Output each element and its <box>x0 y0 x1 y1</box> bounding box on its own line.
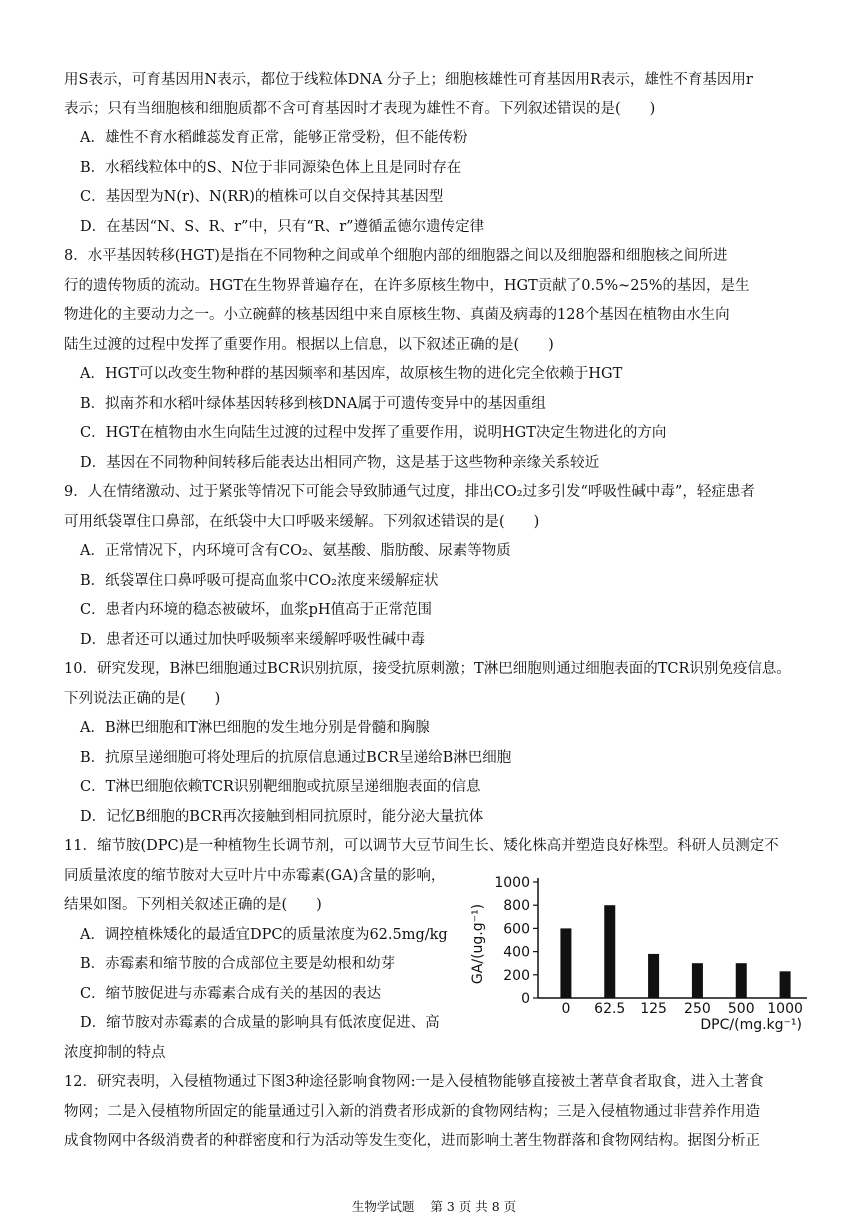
chart-x-tick-label: 250 <box>684 1001 711 1017</box>
q9-option-a: A．正常情况下，内环境可含有CO₂、氨基酸、脂肪酸、尿素等物质 <box>80 543 511 559</box>
chart-bar <box>736 963 747 998</box>
q11-stem-line: 结果如图。下列相关叙述正确的是( ) <box>64 897 322 913</box>
chart-y-tick-label: 600 <box>503 921 530 938</box>
q12-stem-line: 物网；二是入侵植物所固定的能量通过引入新的消费者形成新的食物网结构；三是入侵植物通过非营养作用造 <box>64 1104 760 1120</box>
q9-option-d: D．患者还可以通过加快呼吸频率来缓解呼吸性碱中毒 <box>80 632 426 648</box>
chart-y-axis-label: GA/(ug.g⁻¹) <box>470 903 486 985</box>
chart-y-tick-label: 0 <box>521 991 530 1007</box>
q10-option-b: B．抗原呈递细胞可将处理后的抗原信息通过BCR呈递给B淋巴细胞 <box>80 750 512 766</box>
q7-stem-line: 用S表示，可育基因用N表示，都位于线粒体DNA 分子上；细胞核雄性可育基因用R表示，雄性不育基因用r <box>64 72 753 88</box>
q11-option-a: A．调控植株矮化的最适宜DPC的质量浓度为62.5mg/kg <box>80 927 448 943</box>
chart-y-tick-label: 800 <box>503 898 530 915</box>
chart-bar <box>604 905 615 998</box>
q8-stem-line: 8．水平基因转移(HGT)是指在不同物种之间或单个细胞内部的细胞器之间以及细胞器和细胞核之间所进 <box>64 248 728 264</box>
q9-option-b: B．纸袋罩住口鼻呼吸可提高血浆中CO₂浓度来缓解症状 <box>80 573 439 589</box>
footer-subject: 生物学试题 <box>351 1199 415 1214</box>
chart-y-tick-label: 1000 <box>494 875 530 891</box>
chart-bar <box>648 954 659 998</box>
chart-bar <box>780 971 791 998</box>
q9-option-c: C．患者内环境的稳态被破坏，血浆pH值高于正常范围 <box>80 602 433 618</box>
q11-option-d: D．缩节胺对赤霉素的合成量的影响具有低浓度促进、高 <box>80 1015 440 1031</box>
chart-bar <box>560 928 571 998</box>
chart-x-tick-label: 125 <box>640 1001 667 1017</box>
q11-option-d-continuation: 浓度抑制的特点 <box>64 1045 166 1061</box>
q10-option-c: C．T淋巴细胞依赖TCR识别靶细胞或抗原呈递细胞表面的信息 <box>80 779 481 795</box>
footer-page-number: 第 3 页 共 8 页 <box>430 1199 517 1214</box>
chart-x-tick-label: 0 <box>561 1001 571 1017</box>
q10-option-d: D．记忆B细胞的BCR再次接触到相同抗原时，能分泌大量抗体 <box>80 809 484 825</box>
q11-stem-line: 同质量浓度的缩节胺对大豆叶片中赤霉素(GA)含量的影响， <box>64 868 446 884</box>
q8-option-c: C．HGT在植物由水生向陆生过渡的过程中发挥了重要作用，说明HGT决定生物进化的方向 <box>80 425 667 441</box>
page-footer <box>0 1198 868 1216</box>
q7-option-d: D．在基因“N、S、R、r”中，只有“R、r”遵循孟德尔遗传定律 <box>80 219 485 235</box>
q12-stem-line: 成食物网中各级消费者的种群密度和行为活动等发生变化，进而影响土著生物群落和食物网结构。据图分析正 <box>64 1133 760 1149</box>
q9-stem-line: 可用纸袋罩住口鼻部，在纸袋中大口呼吸来缓解。下列叙述错误的是( ) <box>64 514 540 530</box>
q11-option-b: B．赤霉素和缩节胺的合成部位主要是幼根和幼芽 <box>80 956 396 972</box>
q8-stem-line: 行的遗传物质的流动。HGT在生物界普遍存在，在许多原核生物中，HGT贡献了0.5%~25%的基因，是生 <box>64 278 750 294</box>
q12-stem-line: 12．研究表明，入侵植物通过下图3种途径影响食物网:一是入侵植物能够直接被土著草食者取食，进入土著食 <box>64 1074 764 1090</box>
chart-y-tick-label: 400 <box>503 944 530 961</box>
q7-option-b: B．水稻线粒体中的S、N位于非同源染色体上且是同时存在 <box>80 160 462 176</box>
q8-option-b: B．拟南芥和水稻叶绿体基因转移到核DNA属于可遗传变异中的基因重组 <box>80 396 546 412</box>
q8-stem-line: 物进化的主要动力之一。小立碗藓的核基因组中来自原核生物、真菌及病毒的128个基因在植物由水生向 <box>64 307 730 323</box>
q7-option-c: C．基因型为N(r)、N(RR)的植株可以自交保持其基因型 <box>80 189 444 205</box>
q8-option-a: A．HGT可以改变生物种群的基因频率和基因库，故原核生物的进化完全依赖于HGT <box>80 366 623 382</box>
q7-stem-line: 表示；只有当细胞核和细胞质都不含可育基因时才表现为雄性不育。下列叙述错误的是( ) <box>64 101 656 117</box>
q10-stem-line: 下列说法正确的是( ) <box>64 691 221 707</box>
chart-x-tick-label: 1000 <box>767 1001 803 1017</box>
q10-stem-line: 10．研究发现，B淋巴细胞通过BCR识别抗原，接受抗原刺激；T淋巴细胞则通过细胞表面的TCR识别免疫信息。 <box>64 661 791 677</box>
q8-option-d: D．基因在不同物种间转移后能表达出相同产物，这是基于这些物种亲缘关系较近 <box>80 455 600 471</box>
q11-stem-line: 11．缩节胺(DPC)是一种植物生长调节剂，可以调节大豆节间生长、矮化株高并塑造良好株型。科研人员测定不 <box>64 838 779 854</box>
q9-stem-line: 9．人在情绪激动、过于紧张等情况下可能会导致肺通气过度，排出CO₂过多引发“呼吸性碱中毒”，轻症患者 <box>64 484 755 500</box>
chart-x-axis-label: DPC/(mg.kg⁻¹) <box>700 1017 802 1033</box>
chart-bar <box>692 963 703 998</box>
chart-x-tick-label: 500 <box>727 1001 755 1017</box>
chart-y-tick-label: 200 <box>503 967 530 984</box>
chart-x-tick-label: 62.5 <box>594 1001 626 1017</box>
q10-option-a: A．B淋巴细胞和T淋巴细胞的发生地分别是骨髓和胸腺 <box>80 720 430 736</box>
q11-option-c: C．缩节胺促进与赤霉素合成有关的基因的表达 <box>80 986 382 1002</box>
ga-dpc-bar-chart <box>462 874 822 1044</box>
q8-stem-line: 陆生过渡的过程中发挥了重要作用。根据以上信息，以下叙述正确的是( ) <box>64 337 554 353</box>
q7-option-a: A．雄性不育水稻雌蕊发育正常，能够正常受粉，但不能传粉 <box>80 130 468 146</box>
